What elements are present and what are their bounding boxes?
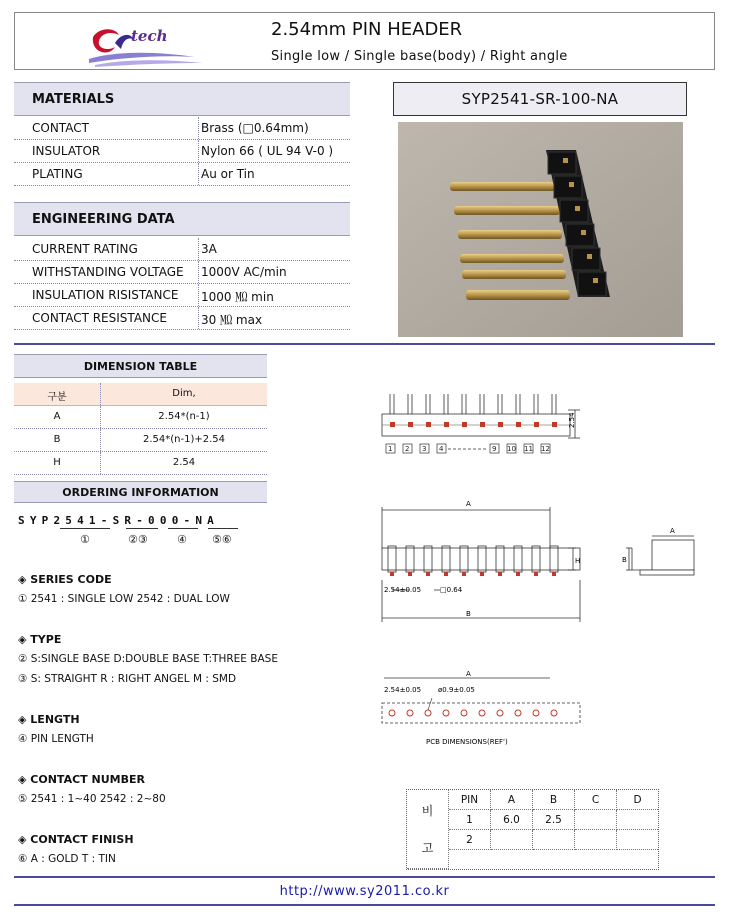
row-value: Au or Tin — [198, 163, 255, 185]
dimension-row — [14, 429, 267, 452]
website-link[interactable]: http://www.sy2011.co.kr — [279, 884, 450, 899]
engineering-row — [14, 284, 350, 307]
dim-a-label: A — [466, 500, 471, 508]
remark-cell — [533, 830, 575, 850]
spec-title: ◈ SERIES CODE — [18, 573, 112, 586]
spec-line: ⑤ 2541 : 1~40 2542 : 2~80 — [18, 793, 166, 805]
code-underline — [126, 528, 158, 529]
ordering-heading: ORDERING INFORMATION — [14, 481, 267, 503]
spec-title: ◈ CONTACT FINISH — [18, 833, 134, 846]
dim-key: B — [53, 434, 61, 445]
remark-header: A — [491, 790, 533, 810]
pin-number: 2 — [405, 445, 410, 453]
dim-value: 2.54*(n-1) — [100, 406, 267, 428]
pcb-hole-label: ø0.9±0.05 — [438, 686, 475, 694]
dim-key: A — [53, 411, 61, 422]
dimension-row — [14, 406, 267, 429]
product-subtitle: Single low / Single base(body) / Right angle — [271, 49, 568, 64]
remark-cell — [491, 830, 533, 850]
row-value: 1000 ㏁ min — [198, 284, 274, 306]
spec-title: ◈ CONTACT NUMBER — [18, 773, 145, 786]
product-title: 2.54mm PIN HEADER — [271, 19, 463, 40]
pin-number: 9 — [492, 445, 497, 453]
ordering-marker: ④ — [177, 533, 187, 546]
row-key: CONTACT — [32, 121, 89, 135]
row-key: PLATING — [32, 167, 83, 181]
materials-row — [14, 117, 350, 140]
code-underline — [168, 528, 198, 529]
side-view-drawing — [626, 536, 694, 575]
engineering-row — [14, 238, 350, 261]
product-photo — [398, 122, 683, 337]
spec-line: ② S:SINGLE BASE D:DOUBLE BASE T:THREE BASE — [18, 653, 278, 665]
remark-cell — [617, 830, 658, 850]
row-value: 1000V AC/min — [198, 261, 287, 283]
remark-cell: 6.0 — [491, 810, 533, 830]
ordering-marker: ⑤⑥ — [212, 533, 232, 546]
dim-key: H — [53, 457, 61, 468]
row-key: CONTACT RESISTANCE — [32, 311, 167, 325]
materials-row — [14, 163, 350, 186]
pin-number: 4 — [439, 445, 444, 453]
dim-b-label: B — [466, 610, 471, 618]
spec-title: ◈ LENGTH — [18, 713, 80, 726]
row-value: 30 ㏁ max — [198, 307, 262, 329]
materials-row — [14, 140, 350, 163]
col-header: 구분 — [47, 392, 67, 403]
dim-label: 2.54 — [568, 412, 576, 428]
remark-header: B — [533, 790, 575, 810]
ordering-code: SYP2541-SR-000-NA — [18, 514, 219, 527]
spec-line: ③ S: STRAIGHT R : RIGHT ANGEL M : SMD — [18, 673, 237, 685]
spec-line: ④ PIN LENGTH — [18, 733, 94, 745]
pcb-caption: PCB DIMENSIONS(REF') — [426, 738, 508, 746]
materials-heading: MATERIALS — [14, 82, 350, 116]
dim-value: 2.54*(n-1)+2.54 — [100, 429, 267, 451]
pcb-pitch-label: 2.54±0.05 — [384, 686, 422, 694]
front-view-drawing — [382, 507, 580, 622]
dim-value: 2.54 — [100, 452, 267, 474]
remark-header: C — [575, 790, 617, 810]
technical-drawing — [370, 380, 720, 760]
engineering-row — [14, 261, 350, 284]
remark-header: PIN — [449, 790, 491, 810]
pin-number: 1 — [388, 445, 393, 453]
part-number: SYP2541-SR-100-NA — [393, 82, 687, 116]
code-underline — [60, 528, 110, 529]
pin-number: 12 — [541, 445, 550, 453]
row-key: CURRENT RATING — [32, 242, 138, 256]
row-key: WITHSTANDING VOLTAGE — [32, 265, 184, 279]
side-a-label: A — [670, 527, 675, 535]
remark-cell: 1 — [449, 810, 491, 830]
pin-number: 3 — [422, 445, 427, 453]
pin-size-label: □0.64 — [440, 586, 463, 594]
spec-line: ① 2541 : SINGLE LOW 2542 : DUAL LOW — [18, 593, 230, 605]
pitch-label: 2.54±0.05 — [384, 586, 422, 594]
side-b-label: B — [622, 556, 627, 564]
remark-cell — [575, 830, 617, 850]
remark-cell: 2 — [449, 830, 491, 850]
ordering-marker: ① — [80, 533, 90, 546]
pcb-dim-a: A — [466, 670, 471, 678]
dimension-row — [14, 452, 267, 475]
col-header: Dim, — [100, 383, 267, 405]
remark-cell: 2.5 — [533, 810, 575, 830]
row-key: INSULATION RISISTANCE — [32, 288, 179, 302]
remark-table — [406, 789, 659, 870]
dim-h-label: H — [575, 557, 581, 565]
remark-side-top: 비 — [421, 804, 434, 818]
spec-title: ◈ TYPE — [18, 633, 62, 646]
remark-header: D — [617, 790, 658, 810]
ordering-marker: ②③ — [128, 533, 148, 546]
engineering-heading: ENGINEERING DATA — [14, 202, 350, 236]
logo-wordmark: tech — [131, 27, 168, 45]
row-value: Brass (□0.64mm) — [198, 117, 309, 139]
row-value: Nylon 66 ( UL 94 V-0 ) — [198, 140, 333, 162]
dimension-table-header — [14, 383, 267, 406]
header — [14, 12, 715, 70]
row-value: 3A — [198, 238, 217, 260]
remark-cell — [575, 810, 617, 830]
pin-number: 11 — [524, 445, 533, 453]
spec-line: ⑥ A : GOLD T : TIN — [18, 853, 116, 865]
footer-divider-bottom — [14, 904, 715, 906]
row-key: INSULATOR — [32, 144, 101, 158]
engineering-row — [14, 307, 350, 330]
top-view-drawing — [382, 394, 580, 438]
remark-empty-row — [449, 850, 658, 869]
remark-cell — [617, 810, 658, 830]
section-divider — [14, 343, 715, 345]
footer-divider — [14, 876, 715, 878]
pin-number: 10 — [507, 445, 516, 453]
remark-side-cell — [407, 790, 449, 869]
dimension-table-heading: DIMENSION TABLE — [14, 354, 267, 378]
code-underline — [208, 528, 238, 529]
remark-side-bottom: 고 — [421, 841, 434, 855]
